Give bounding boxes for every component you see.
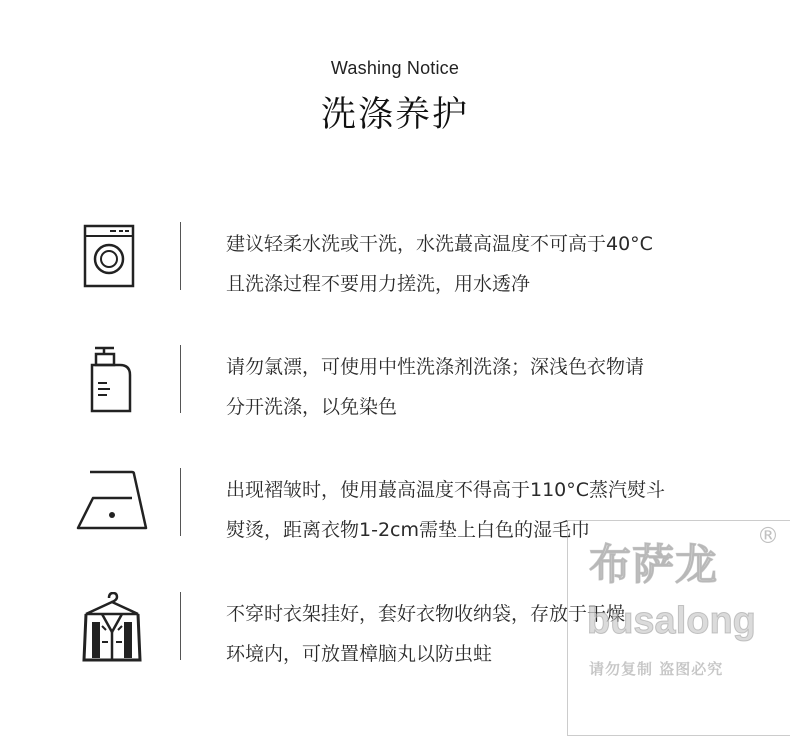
care-text: 不穿时衣架挂好，套好衣物收纳袋，存放于干燥 环境内，可放置樟脑丸以防虫蛀 (226, 603, 626, 665)
detergent-bottle-icon (76, 345, 148, 417)
care-text: 出现褶皱时，使用蕞高温度不得高于110°C蒸汽熨斗 熨烫，距离衣物1-2cm需垫上白色的湿毛巾 (226, 479, 666, 541)
watermark-notice: 请勿复制 盗图必究 (589, 660, 724, 678)
title-en: Washing Notice (330, 58, 460, 78)
watermark-brand-zh: 布萨龙 (589, 540, 719, 589)
hanger-coat-icon (76, 592, 148, 664)
care-item-washing (0, 222, 790, 302)
title-zh: 洗涤养护 (320, 95, 469, 135)
iron-icon (76, 468, 148, 540)
divider (180, 592, 181, 660)
page-header (0, 58, 790, 137)
registered-icon: ® (757, 524, 779, 549)
divider (180, 345, 181, 413)
watermark (567, 520, 790, 730)
care-item-bleach (0, 345, 790, 425)
care-text: 请勿氯漂，可使用中性洗涤剂洗涤；深浅色衣物请 分开洗涤，以免染色 (226, 356, 645, 418)
watermark-brand-en: busalong (587, 600, 756, 642)
divider (180, 222, 181, 290)
washing-machine-icon (76, 222, 148, 294)
care-text: 建议轻柔水洗或干洗，水洗蕞高温度不可高于40°C 且洗涤过程不要用力搓洗，用水透净 (226, 233, 653, 295)
divider (180, 468, 181, 536)
